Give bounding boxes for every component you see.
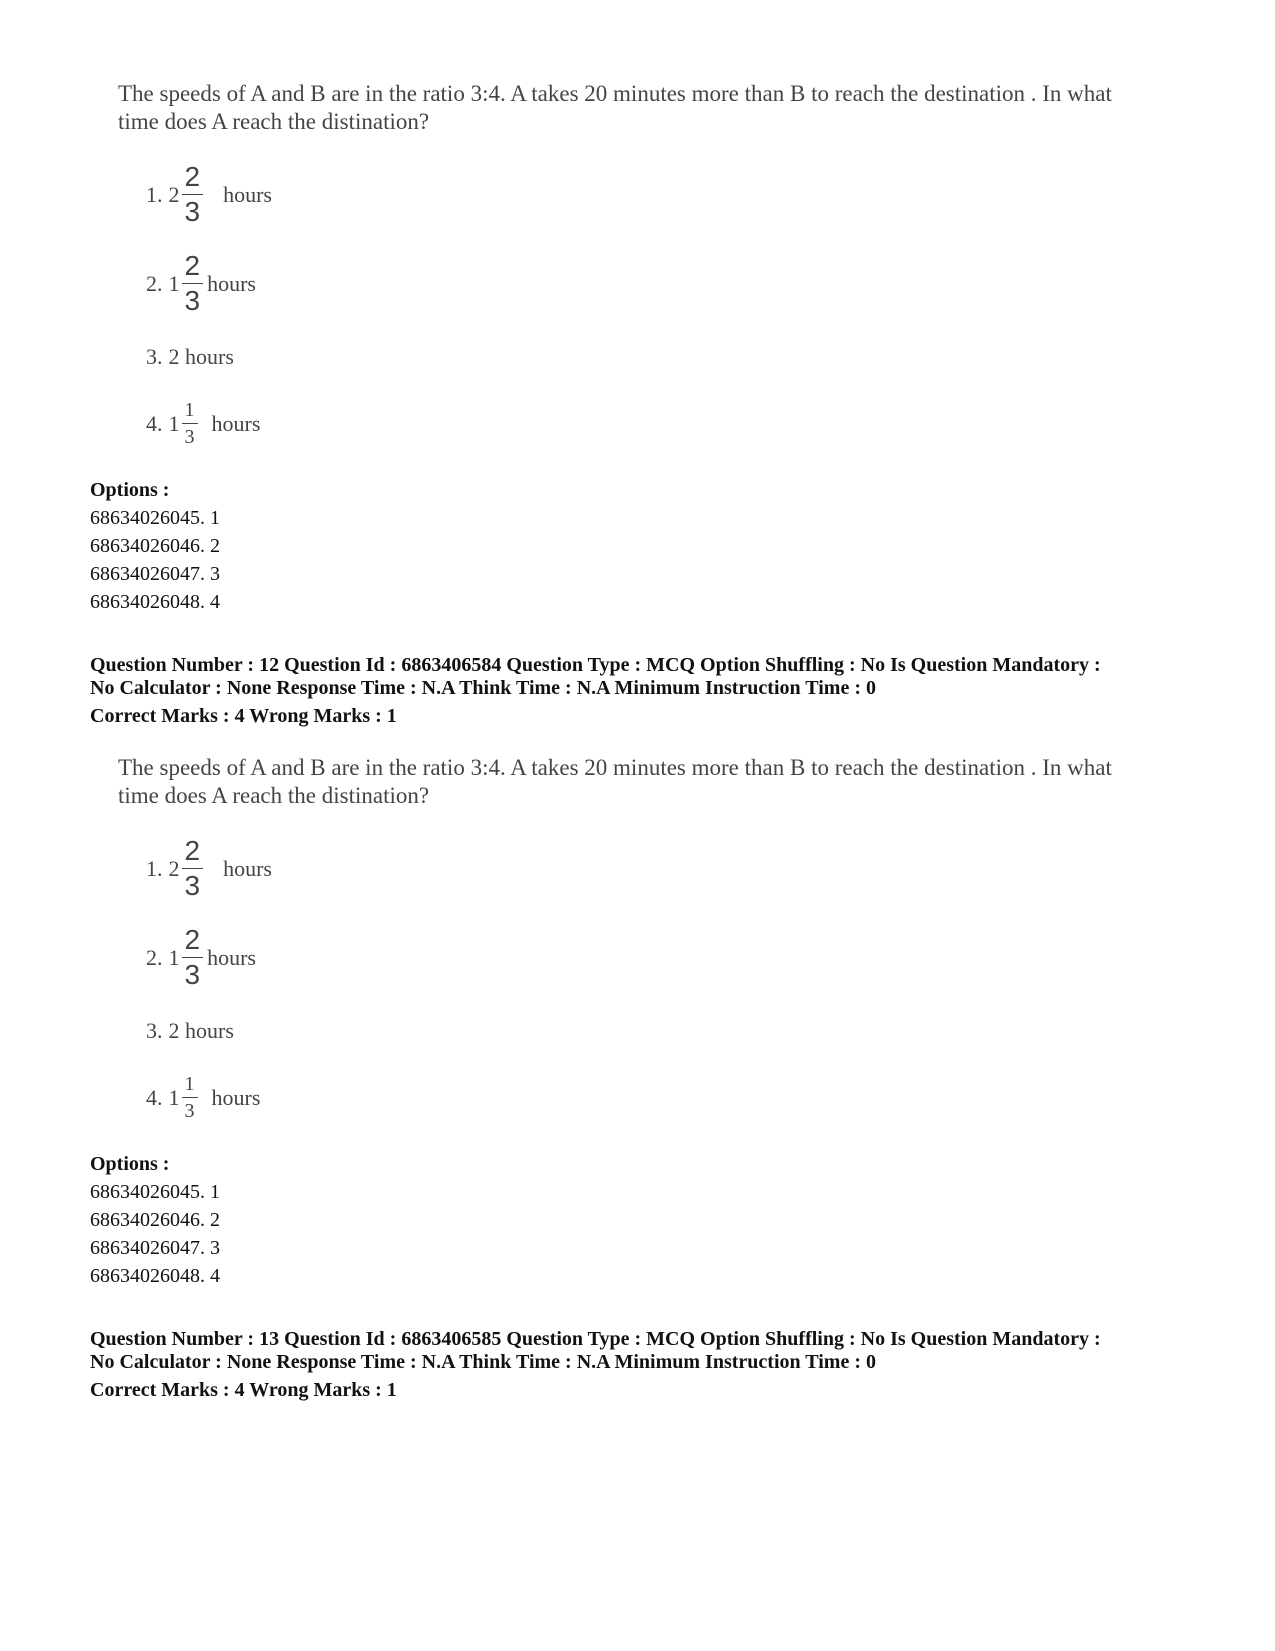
fraction	[182, 400, 198, 447]
question-meta-line: No Calculator : None Response Time : N.A Think Time : N.A Minimum Instruction Time : 0	[90, 1351, 876, 1373]
fraction-bar	[182, 957, 204, 958]
question-meta-line: No Calculator : None Response Time : N.A Think Time : N.A Minimum Instruction Time : 0	[90, 677, 876, 699]
fraction	[182, 1074, 198, 1121]
fraction-denominator: 3	[184, 285, 201, 316]
answer-choice	[146, 400, 260, 447]
answer-choice	[146, 344, 234, 370]
choice-unit: hours	[211, 1084, 261, 1110]
option-line: 68634026048. 4	[90, 591, 220, 613]
option-line: 68634026045. 1	[90, 1181, 220, 1203]
mixed-number-whole: 1	[168, 270, 180, 296]
answer-choice	[146, 252, 256, 315]
marks-line: Correct Marks : 4 Wrong Marks : 1	[90, 1379, 397, 1401]
fraction-denominator: 3	[184, 959, 201, 990]
choice-unit: hours	[223, 181, 272, 207]
mixed-number-whole: 2	[168, 181, 180, 207]
option-line: 68634026046. 2	[90, 535, 220, 557]
options-heading: Options :	[90, 479, 170, 501]
mixed-number-whole: 2	[168, 855, 180, 881]
question-meta-line: Question Number : 12 Question Id : 6863406584 Question Type : MCQ Option Shuffling : No Is Question Mandatory :	[90, 654, 1101, 676]
mixed-number-whole: 1	[168, 410, 180, 436]
option-line: 68634026048. 4	[90, 1265, 220, 1287]
option-line: 68634026045. 1	[90, 507, 220, 529]
choice-unit: hours	[207, 270, 256, 296]
fraction-numerator: 1	[184, 1073, 195, 1095]
fraction	[182, 252, 204, 315]
question-meta	[90, 654, 1210, 700]
choice-number: 1.	[146, 855, 163, 881]
choice-unit: hours	[207, 944, 256, 970]
fraction-bar	[182, 1097, 198, 1098]
option-line: 68634026046. 2	[90, 1209, 220, 1231]
fraction-bar	[182, 283, 204, 284]
answer-choice	[146, 1074, 260, 1121]
question-text: The speeds of A and B are in the ratio 3:4. A takes 20 minutes more than B to reach the destination . In what time does A reach the distination?	[118, 755, 1112, 808]
answer-choice	[146, 837, 272, 900]
question-meta-line: Question Number : 13 Question Id : 6863406585 Question Type : MCQ Option Shuffling : No Is Question Mandatory :	[90, 1328, 1101, 1350]
choice-number: 2.	[146, 270, 163, 296]
choice-number: 3.	[146, 1018, 163, 1043]
fraction-denominator: 3	[184, 196, 201, 227]
answer-choice	[146, 1018, 234, 1044]
choice-number: 2.	[146, 944, 163, 970]
question-text: The speeds of A and B are in the ratio 3:4. A takes 20 minutes more than B to reach the destination . In what time does A reach the distination?	[118, 81, 1112, 134]
option-line: 68634026047. 3	[90, 563, 220, 585]
fraction	[182, 837, 204, 900]
mixed-number-whole: 1	[168, 944, 180, 970]
choice-unit: hours	[211, 410, 261, 436]
choice-text: 2 hours	[168, 1018, 234, 1043]
fraction-numerator: 2	[184, 161, 201, 192]
fraction-denominator: 3	[184, 426, 195, 448]
choice-number: 1.	[146, 181, 163, 207]
choice-number: 4.	[146, 1084, 163, 1110]
fraction	[182, 926, 204, 989]
choice-number: 4.	[146, 410, 163, 436]
fraction	[182, 163, 204, 226]
choice-number: 3.	[146, 344, 163, 369]
fraction-numerator: 1	[184, 399, 195, 421]
fraction-numerator: 2	[184, 250, 201, 281]
option-line: 68634026047. 3	[90, 1237, 220, 1259]
fraction-numerator: 2	[184, 835, 201, 866]
fraction-bar	[182, 423, 198, 424]
fraction-denominator: 3	[184, 1100, 195, 1122]
answer-choice	[146, 926, 256, 989]
fraction-denominator: 3	[184, 870, 201, 901]
mixed-number-whole: 1	[168, 1084, 180, 1110]
answer-choice	[146, 163, 272, 226]
fraction-bar	[182, 194, 204, 195]
fraction-bar	[182, 868, 204, 869]
marks-line: Correct Marks : 4 Wrong Marks : 1	[90, 705, 397, 727]
options-heading: Options :	[90, 1153, 170, 1175]
fraction-numerator: 2	[184, 924, 201, 955]
choice-unit: hours	[223, 855, 272, 881]
choice-text: 2 hours	[168, 344, 234, 369]
question-meta	[90, 1328, 1210, 1374]
